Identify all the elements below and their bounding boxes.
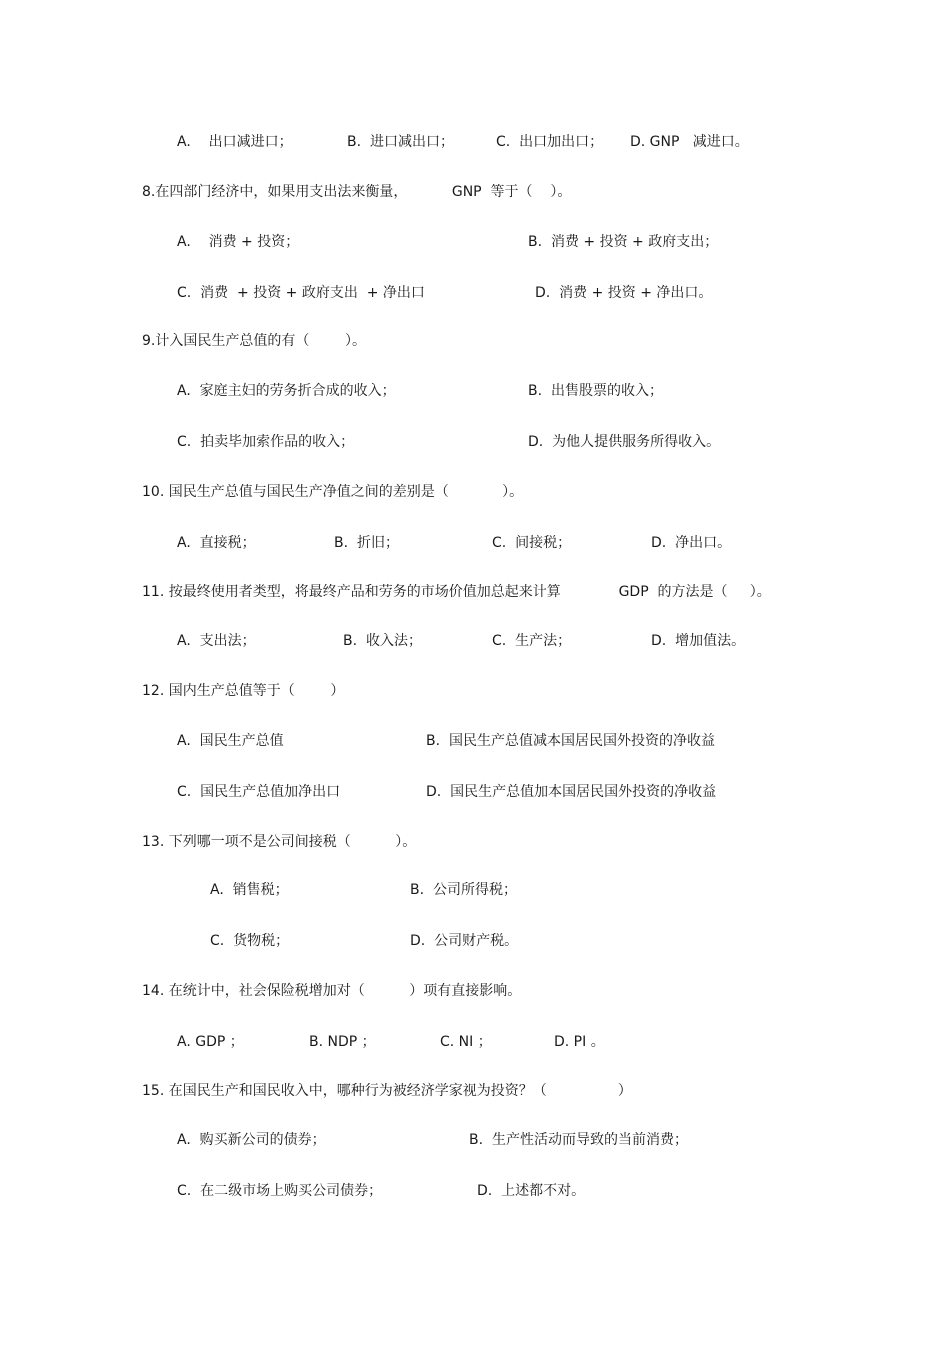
option-d: D. GNP 减进口。 [630, 134, 749, 150]
option-c: C. 拍卖毕加索作品的收入； [177, 434, 355, 450]
option-c: C. NI ； [440, 1034, 492, 1050]
option-b: B. 国民生产总值减本国居民国外投资的净收益 [426, 733, 715, 749]
option-a: A. 支出法； [177, 633, 256, 649]
question-stem: 10. 国民生产总值与国民生产净值之间的差别是（ ）。 [142, 484, 524, 500]
option-b: B. NDP ； [309, 1034, 376, 1050]
option-d: D. 净出口。 [651, 535, 732, 551]
question-stem: 9.计入国民生产总值的有（ ）。 [142, 333, 366, 349]
question-stem: 13. 下列哪一项不是公司间接税（ ）。 [142, 834, 417, 850]
option-a: A. 购买新公司的债券； [177, 1132, 326, 1148]
option-c: C. 消费 + 投资 + 政府支出 + 净出口 [177, 285, 425, 301]
option-c: C. 在二级市场上购买公司债券； [177, 1183, 383, 1199]
option-a: A. 国民生产总值 [177, 733, 284, 749]
option-a: A. 消费 + 投资； [177, 234, 300, 250]
option-c: C. 出口加出口； [496, 134, 604, 150]
option-c: C. 生产法； [492, 633, 572, 649]
question-stem: 12. 国内生产总值等于（ ） [142, 683, 345, 699]
option-b: B. 进口减出口； [347, 134, 454, 150]
option-a: A. 销售税； [210, 882, 289, 898]
option-b: B. 消费 + 投资 + 政府支出； [528, 234, 719, 250]
question-stem: 8.在四部门经济中，如果用支出法来衡量， GNP 等于（ ）。 [142, 184, 572, 200]
option-d: D. 增加值法。 [651, 633, 746, 649]
option-d: D. 公司财产税。 [410, 933, 519, 949]
option-d: D. 为他人提供服务所得收入。 [528, 434, 721, 450]
option-d: D. PI 。 [554, 1034, 605, 1050]
option-b: B. 公司所得税； [410, 882, 517, 898]
question-stem: 15. 在国民生产和国民收入中，哪种行为被经济学家视为投资？（ ） [142, 1083, 632, 1099]
option-a: A. 家庭主妇的劳务折合成的收入； [177, 383, 396, 399]
question-stem: 11. 按最终使用者类型，将最终产品和劳务的市场价值加总起来计算 GDP 的方法是（ ）。 [142, 584, 771, 600]
option-a: A. 出口减进口； [177, 134, 293, 150]
option-c: C. 国民生产总值加净出口 [177, 784, 341, 800]
option-c: C. 间接税； [492, 535, 572, 551]
question-stem: 14. 在统计中，社会保险税增加对（ ）项有直接影响。 [142, 983, 522, 999]
option-c: C. 货物税； [210, 933, 290, 949]
option-b: B. 生产性活动而导致的当前消费； [469, 1132, 688, 1148]
option-d: D. 消费 + 投资 + 净出口。 [535, 285, 713, 301]
option-b: B. 出售股票的收入； [528, 383, 663, 399]
option-b: B. 折旧； [334, 535, 399, 551]
option-b: B. 收入法； [343, 633, 422, 649]
option-d: D. 上述都不对。 [477, 1183, 586, 1199]
option-a: A. GDP ； [177, 1034, 244, 1050]
option-a: A. 直接税； [177, 535, 256, 551]
option-d: D. 国民生产总值加本国居民国外投资的净收益 [426, 784, 717, 800]
